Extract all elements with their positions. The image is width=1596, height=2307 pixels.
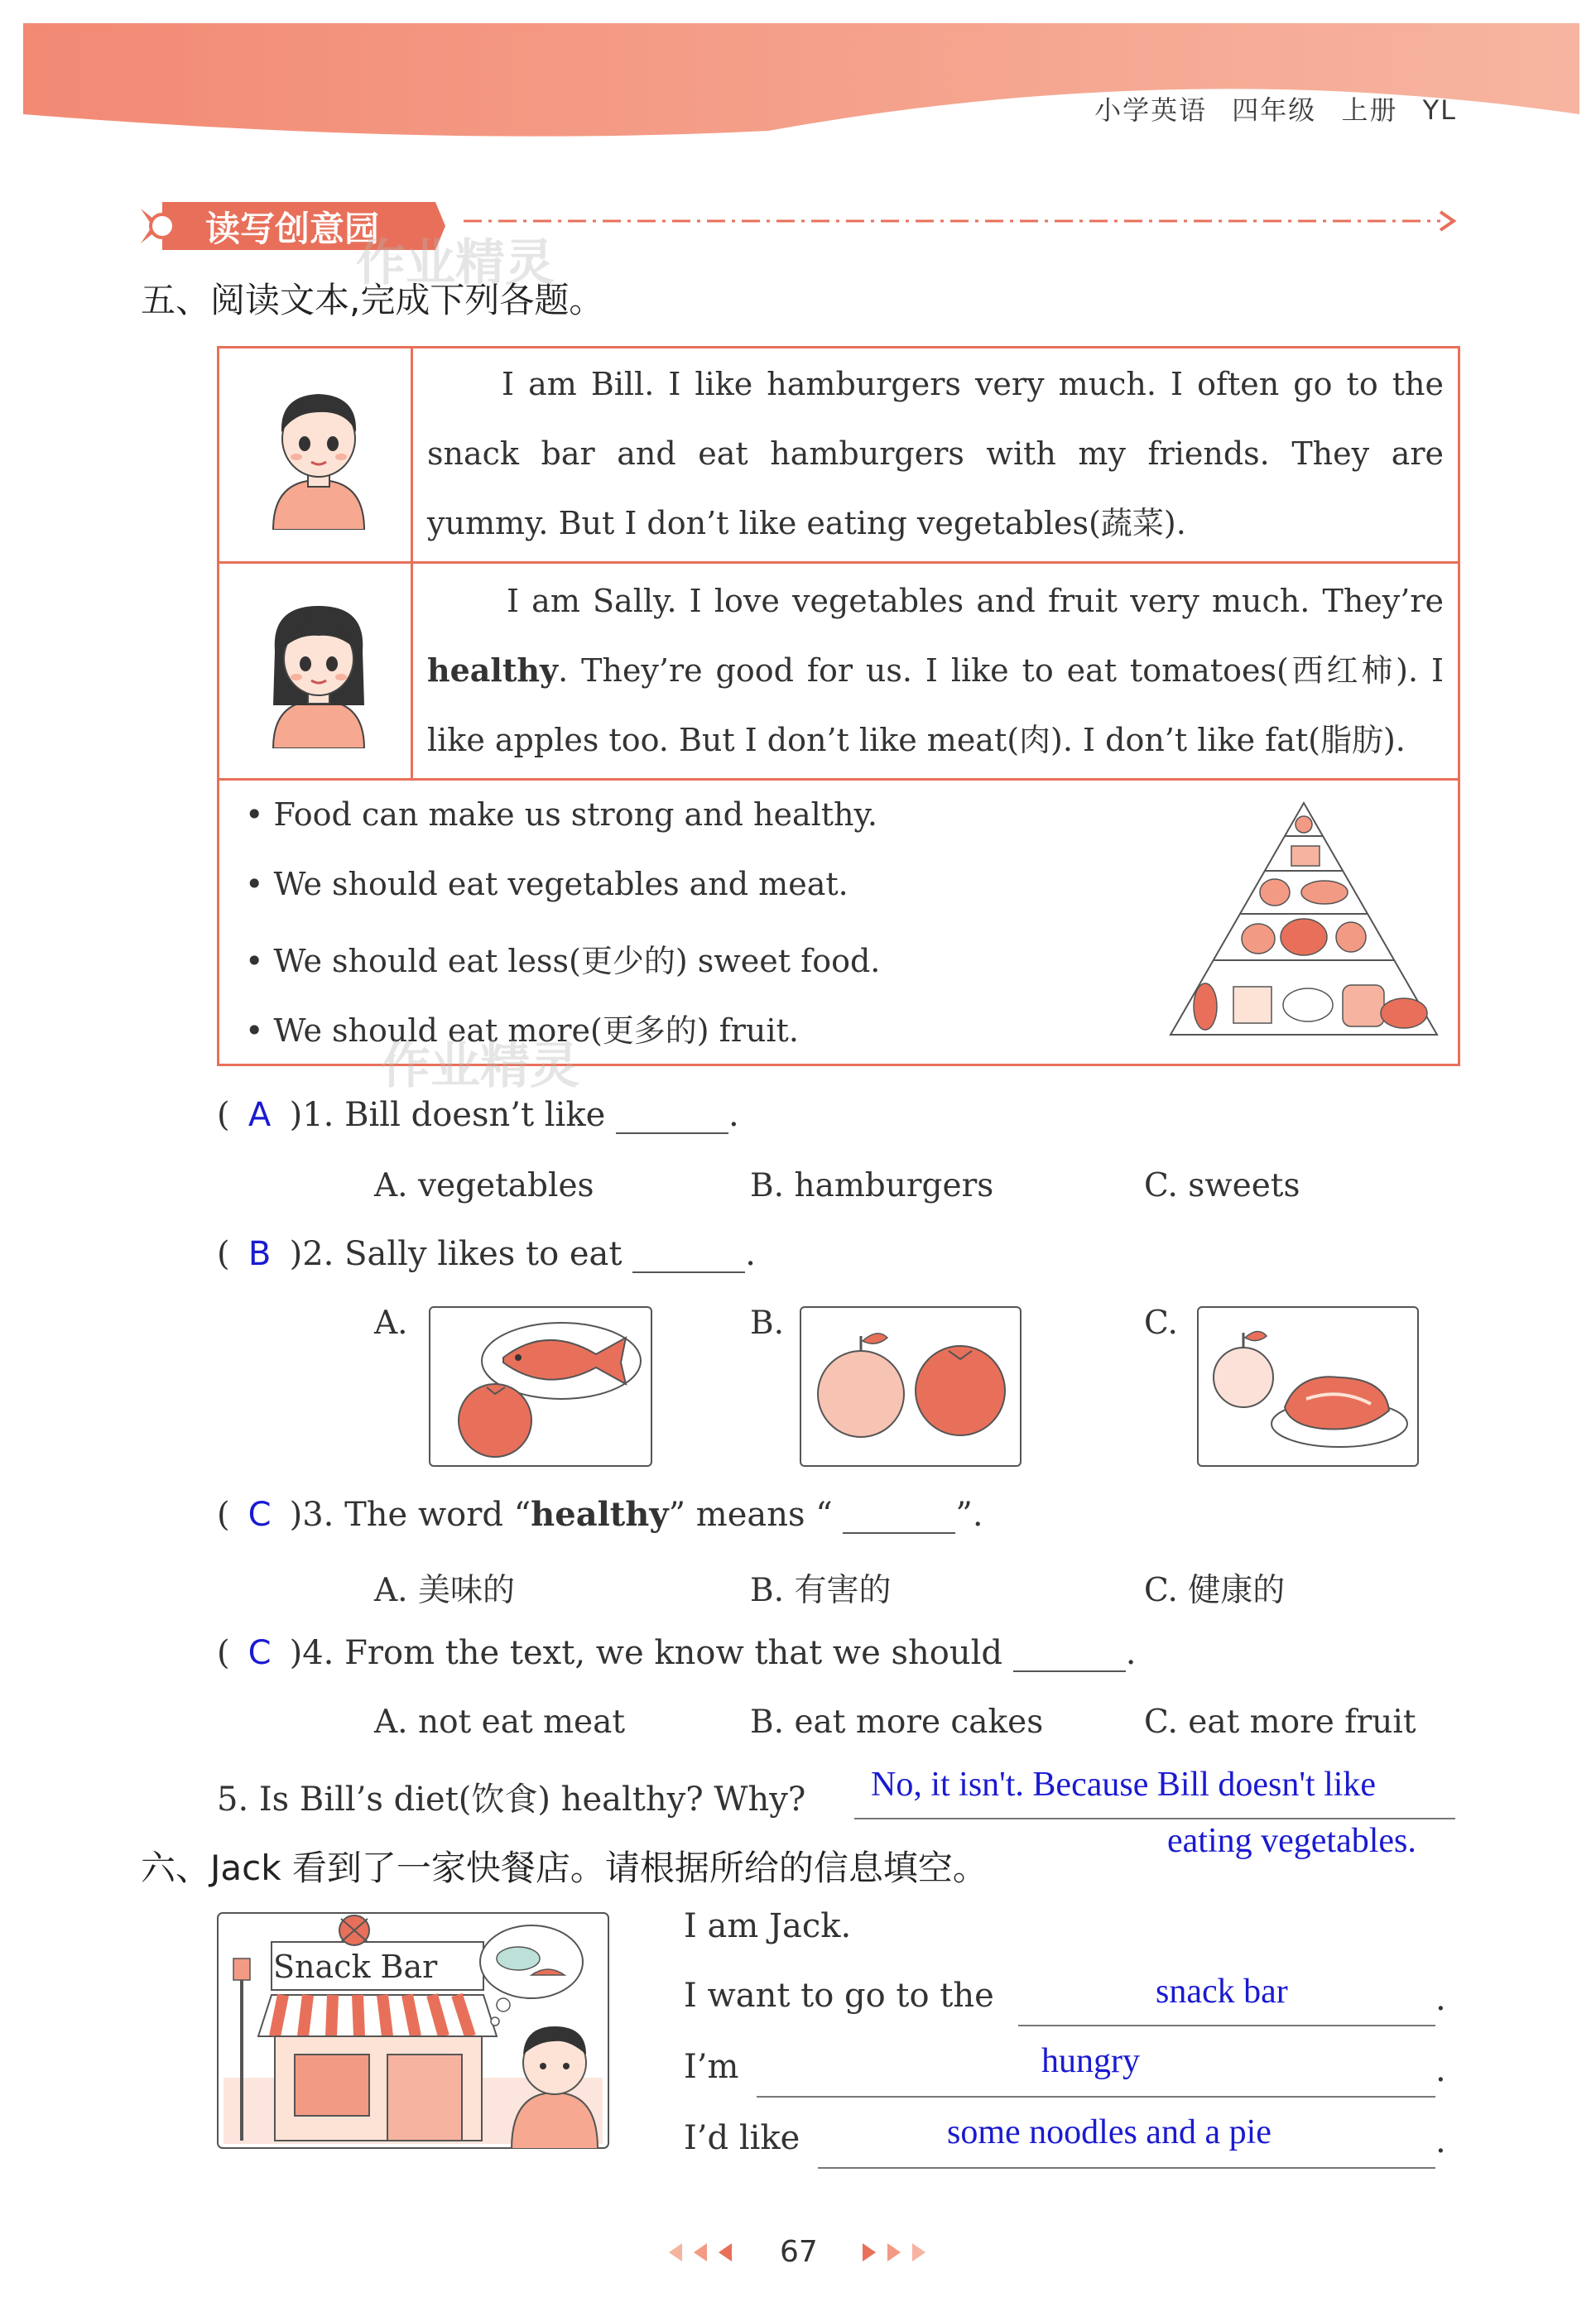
line-end: . — [1435, 2051, 1446, 2089]
option-c: C. — [1144, 1305, 1178, 1342]
q6-line-2-prefix: I want to go to the — [684, 1977, 994, 2015]
header-edition: YL — [1422, 94, 1457, 126]
row-divider — [217, 778, 1460, 781]
q6-line-1: I am Jack. — [684, 1907, 852, 1945]
question-5: 5. Is Bill’s diet(饮食) healthy? Why? — [217, 1781, 806, 1819]
option-c: C. 健康的 — [1144, 1572, 1286, 1609]
answer-line[interactable] — [818, 2167, 1435, 2169]
answer-choice: B — [248, 1235, 272, 1273]
star-icon — [151, 214, 174, 238]
question-4: ( C )4. From the text, we know that we should . — [217, 1634, 1137, 1672]
bullet-item: • We should eat vegetables and meat. — [245, 866, 848, 902]
answer-choice: A — [248, 1096, 272, 1134]
header-volume: 上册 — [1341, 94, 1398, 126]
answer-line[interactable] — [854, 1818, 1455, 1819]
answer-choice: C — [248, 1634, 272, 1672]
answer-choice: C — [248, 1496, 272, 1534]
answer-line[interactable] — [757, 2096, 1435, 2098]
question-3: ( C )3. The word “healthy” means “ ”. — [217, 1495, 983, 1534]
right-arrows-icon — [851, 2242, 927, 2263]
dashed-arrow-line — [464, 209, 1457, 233]
answer-blank[interactable] — [632, 1235, 745, 1273]
header-grade: 四年级 — [1232, 94, 1317, 126]
apple-tomato-image — [800, 1306, 1022, 1467]
watermark: 作业精灵 — [356, 234, 555, 292]
apple-meat-image — [1197, 1306, 1419, 1467]
option-a: A. vegetables — [374, 1167, 594, 1204]
answer-blank[interactable] — [1013, 1634, 1126, 1672]
option-b: B. hamburgers — [750, 1167, 994, 1204]
fish-tomato-image — [429, 1306, 652, 1467]
bold-healthy: healthy — [427, 651, 559, 689]
q6-line-3-prefix: I’m — [684, 2048, 739, 2086]
header-book: 小学英语 — [1094, 94, 1208, 126]
option-b: B. — [750, 1305, 785, 1342]
answer-blank[interactable] — [616, 1096, 728, 1134]
option-b: B. eat more cakes — [750, 1704, 1044, 1741]
option-a: A. 美味的 — [374, 1572, 515, 1609]
option-c: C. sweets — [1144, 1167, 1300, 1204]
watermark: 作业精灵 — [381, 1037, 579, 1095]
section-title: 读写创意园 — [205, 209, 380, 249]
answer-text: eating vegetables. — [1167, 1822, 1416, 1860]
bill-paragraph: I am Bill. I like hamburgers very much. I often go to the snack bar and eat hamburgers with my friends. They are yummy. But I don’t like eating vegetables(蔬菜). — [427, 366, 1444, 541]
answer-line[interactable] — [1018, 2025, 1435, 2026]
snack-bar-illustration — [217, 1912, 609, 2149]
option-a: A. not eat meat — [374, 1704, 626, 1741]
sally-paragraph: I am Sally. I love vegetables and fruit very much. They’re healthy. They’re good for us. I like to eat tomatoes(西红柿). I like apples too. But I don’t like meat(肉). I don’t like fat(脂肪). — [427, 583, 1444, 758]
left-arrows-icon — [667, 2242, 743, 2263]
sally-avatar-icon — [263, 598, 374, 748]
column-divider — [411, 346, 413, 563]
food-pyramid-icon — [1167, 800, 1440, 1038]
q6-line-4-prefix: I’d like — [684, 2119, 800, 2157]
q5-title: 五、阅读文本,完成下列各题。 — [141, 280, 604, 320]
header-book-info — [1094, 89, 1457, 127]
option-b: B. 有害的 — [750, 1572, 892, 1609]
q6-answer-3: hungry — [1041, 2042, 1140, 2080]
option-c: C. eat more fruit — [1144, 1704, 1416, 1741]
bullet-item: • Food can make us strong and healthy. — [245, 796, 878, 833]
page-number: 67 — [780, 2235, 818, 2269]
snack-bar-sign: Snack Bar — [273, 1949, 438, 1985]
bullet-item: • We should eat less(更少的) sweet food. — [245, 943, 881, 979]
bill-avatar-icon — [265, 381, 373, 530]
answer-text: No, it isn't. Because Bill doesn't like — [871, 1766, 1377, 1804]
question-2: ( B )2. Sally likes to eat . — [217, 1235, 756, 1273]
row-divider — [217, 561, 1460, 564]
option-a: A. — [374, 1305, 408, 1342]
line-end: . — [1435, 1980, 1446, 2018]
question-1: ( A )1. Bill doesn’t like . — [217, 1096, 739, 1134]
q6-answer-4: some noodles and a pie — [947, 2113, 1272, 2151]
bullet-item: • We should eat more(更多的) fruit. — [245, 1012, 799, 1049]
q6-title: 六、Jack 看到了一家快餐店。请根据所给的信息填空。 — [141, 1848, 988, 1888]
column-divider — [411, 563, 413, 780]
q6-answer-2: snack bar — [1156, 1973, 1288, 2011]
line-end: . — [1435, 2122, 1446, 2160]
answer-blank[interactable] — [843, 1496, 955, 1534]
